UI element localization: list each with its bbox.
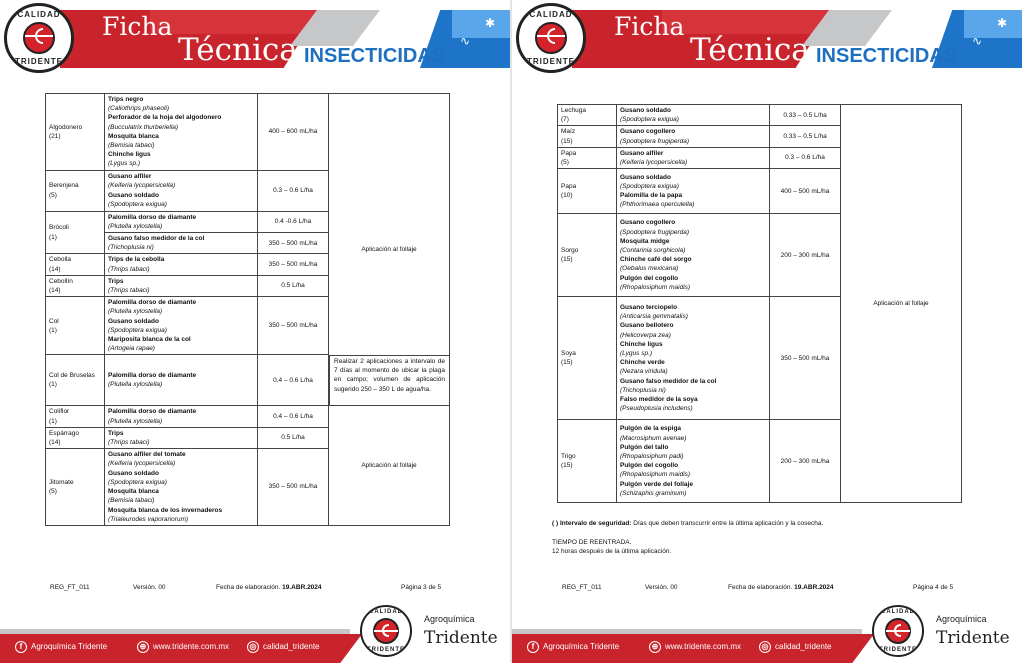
safety-interval: (15) [561, 137, 573, 145]
website-link[interactable] [137, 641, 229, 653]
pest-scientific: (Nezara viridula) [620, 368, 668, 376]
pest-scientific: (Contarinia sorghicola) [620, 247, 686, 255]
pest-name: Chinche ligus [108, 151, 151, 159]
safety-interval: (1) [49, 233, 57, 241]
reentry-text: 12 horas después de la última aplicación. [552, 548, 672, 555]
safety-interval: (5) [49, 488, 57, 496]
worm-icon: ∿ [460, 34, 471, 48]
category-title: INSECTICIDAS [304, 45, 446, 67]
crop-cell [46, 406, 105, 427]
table-row [46, 94, 450, 171]
pest-name: Gusano soldado [108, 317, 159, 325]
version-value: 00 [670, 584, 678, 591]
brand-line-1: Agroquímica [936, 614, 987, 624]
instagram-icon: ◎ [759, 641, 771, 653]
pest-scientific: (Caliothrips phaseoli) [108, 105, 170, 113]
page-number: Página 4 de 5 [913, 584, 954, 591]
pest-scientific: (Spodoptera frugiperda) [620, 137, 690, 145]
crop-cell [46, 254, 105, 275]
pest-cell [105, 297, 258, 355]
pest-scientific: (Thrips tabaci) [108, 439, 150, 447]
brand-line-2: Tridente [936, 628, 1010, 648]
pest-name: Palomilla dorso de diamante [108, 372, 197, 380]
title-tecnica: Técnica [178, 32, 298, 68]
date-value: 19.ABR.2024 [282, 584, 322, 591]
dose-cell: 200 – 300 mL/ha [770, 420, 841, 503]
dosage-table [45, 93, 450, 526]
crop-cell [558, 147, 617, 168]
title-tecnica: Técnica [690, 32, 810, 68]
crop-name: Papa [561, 183, 577, 191]
pest-scientific: (Plutella xylostella) [108, 417, 163, 425]
application-note: Realizar 2 aplicaciones a intervalo de 7 días al momento de ubicar la plaga en campo; volumen de aplicación sugerido 250 – 350 L de agua/ha. [329, 355, 450, 406]
pest-name: Palomilla dorso de diamante [108, 213, 197, 221]
version-label: Versión. [133, 584, 157, 591]
pest-name: Gusano cogollero [620, 128, 676, 136]
facebook-link[interactable] [527, 641, 619, 653]
pest-scientific: (Trialeurodes vaporariorum) [108, 515, 189, 523]
header-banner [512, 0, 1022, 80]
crop-name: Sorgo [561, 247, 579, 255]
pest-cell [617, 126, 770, 147]
calidad-tridente-seal [360, 605, 412, 657]
pest-scientific: (Keiferia lycopersicella) [108, 182, 176, 190]
title-ficha: Ficha [102, 12, 173, 41]
pest-name: Mariposita blanca de la col [108, 336, 191, 344]
pest-scientific: (Schizaphis graminum) [620, 489, 687, 497]
pest-cell [105, 254, 258, 275]
pest-scientific: (Phthorimaea operculella) [620, 201, 695, 209]
pest-scientific: (Spodoptera exigua) [108, 326, 167, 334]
pest-scientific: (Trichoplusia ni) [620, 386, 666, 394]
safety-interval: (10) [561, 192, 573, 200]
website-text: www.tridente.com.mx [153, 642, 230, 652]
title-ficha: Ficha [614, 12, 685, 41]
safety-interval: (14) [49, 287, 61, 295]
dose-cell: 400 – 500 mL/ha [770, 169, 841, 214]
pest-scientific: (Spodoptera exigua) [620, 183, 679, 191]
pest-name: Gusano falso medidor de la col [620, 377, 717, 385]
dose-cell: 350 – 500 mL/ha [258, 449, 329, 526]
pest-scientific: (Bemisia tabaci) [108, 142, 155, 150]
calidad-tridente-seal [4, 3, 74, 73]
dosage-table [557, 104, 962, 503]
pest-scientific: (Oebalus mexicana) [620, 265, 679, 273]
instagram-icon: ◎ [247, 641, 259, 653]
pest-scientific: (Trichoplusia ni) [108, 244, 154, 252]
pest-name: Mosquita midge [620, 237, 670, 245]
pest-cell [617, 420, 770, 503]
crop-cell [46, 449, 105, 526]
pest-name: Trips negro [108, 96, 144, 103]
crop-cell [46, 94, 105, 171]
crop-cell [46, 170, 105, 211]
crop-cell [46, 427, 105, 448]
pest-scientific: (Rhopalosiphum padi) [620, 453, 684, 461]
date-group [216, 584, 322, 591]
dose-cell: 0.5 L/ha [258, 275, 329, 296]
calidad-tridente-seal [516, 3, 586, 73]
pest-name: Gusano soldado [108, 191, 159, 199]
pest-name: Perforador de la hoja del algodonero [108, 114, 222, 122]
crop-name: Berenjena [49, 182, 79, 190]
safety-interval: (15) [561, 256, 573, 264]
pest-name: Palomilla de la papa [620, 192, 683, 200]
dose-cell: 350 – 500 mL/ha [258, 297, 329, 355]
crop-cell [558, 126, 617, 147]
pest-name: Trips [108, 277, 124, 285]
pest-scientific: (Rhopalosiphum maidis) [620, 283, 691, 291]
facebook-icon: f [527, 641, 539, 653]
pest-cell [105, 406, 258, 427]
crop-name: Brócoli [49, 224, 69, 232]
pest-name: Gusano alfiler [108, 173, 152, 181]
date-label: Fecha de elaboración. [216, 584, 281, 591]
version-label: Versión. [645, 584, 669, 591]
pest-cell [105, 355, 258, 406]
pest-name: Trips de la cebolla [108, 256, 165, 264]
crop-name: Papa [561, 149, 577, 157]
crop-cell [558, 420, 617, 503]
footer-meta [50, 584, 470, 594]
facebook-icon: f [15, 641, 27, 653]
dose-cell: 0.33 – 0.5 L/ha [770, 126, 841, 147]
pest-name: Pulgón verde del follaje [620, 480, 693, 488]
crop-name: Cebollín [49, 277, 73, 285]
pest-cell [105, 94, 258, 171]
pest-cell [105, 427, 258, 448]
crop-name: Maíz [561, 128, 576, 136]
safety-interval: (14) [49, 265, 61, 273]
doc-code: REG_FT_011 [50, 584, 90, 591]
footer-meta [562, 584, 982, 594]
pest-scientific: (Artogeia rapae) [108, 345, 155, 353]
crop-cell [558, 169, 617, 214]
page-3 [0, 0, 510, 663]
safety-interval: (21) [49, 132, 61, 140]
pest-scientific: (Plutella xylostella) [108, 222, 163, 230]
safety-interval: (7) [561, 116, 569, 124]
pest-name: Trips [108, 429, 124, 437]
reentry-title: TIEMPO DE REENTRADA. [552, 539, 632, 546]
facebook-text: Agroquímica Tridente [31, 642, 108, 652]
crop-cell [46, 355, 105, 406]
pest-name: Mosquita blanca [108, 132, 159, 140]
pest-name: Chinche café del sorgo [620, 256, 692, 264]
pest-scientific: (Lygus sp.) [108, 160, 141, 168]
pest-name: Pulgón del cogollo [620, 274, 679, 282]
instagram-text: calidad_tridente [775, 642, 832, 652]
crop-name: Lechuga [561, 107, 586, 114]
pest-scientific: (Bucculatrix thurberiella) [108, 123, 179, 131]
crop-cell [558, 214, 617, 297]
insect-icon: ✱ [485, 16, 496, 30]
application-cell: Aplicación al follaje [329, 94, 450, 406]
crop-name: Col de Bruselas [49, 372, 95, 380]
pest-scientific: (Spodoptera exigua) [108, 200, 167, 208]
crop-cell [558, 297, 617, 420]
crop-cell [46, 297, 105, 355]
pest-cell [105, 233, 258, 254]
crop-name: Espárrago [49, 429, 79, 437]
crop-cell [46, 275, 105, 296]
pest-cell [617, 214, 770, 297]
pest-name: Chinche verde [620, 359, 665, 367]
crop-name: Jitomate [49, 478, 74, 486]
application-cell: Aplicación al follaje [841, 105, 962, 503]
safety-interval: (5) [561, 159, 569, 167]
pest-scientific: (Keiferia lycopersicella) [108, 460, 176, 468]
version-group [645, 584, 678, 591]
crop-cell [558, 105, 617, 126]
pest-scientific: (Plutella xylostella) [108, 308, 163, 316]
application-cell: Aplicación al follaje [329, 406, 450, 525]
crop-name: Cebolla [49, 256, 72, 264]
pest-cell [105, 211, 258, 232]
pest-scientific: (Rhopalosiphum maidis) [620, 471, 691, 479]
globe-icon: ⊕ [137, 641, 149, 653]
pest-cell [617, 169, 770, 214]
pest-name: Gusano soldado [620, 173, 671, 181]
page-4 [512, 0, 1022, 663]
pest-name: Gusano soldado [108, 469, 159, 477]
crop-name: Coliflor [49, 408, 70, 416]
pest-name: Chinche ligus [620, 340, 663, 348]
header-banner [0, 0, 510, 80]
pest-name: Gusano bellotero [620, 322, 674, 330]
safety-interval: (5) [49, 191, 57, 199]
dose-cell: 0.4 -0.6 L/ha [258, 211, 329, 232]
instagram-link[interactable] [759, 641, 831, 653]
version-value: 00 [158, 584, 166, 591]
pest-name: Gusano falso medidor de la col [108, 235, 205, 243]
pest-scientific: (Spodoptera exigua) [620, 116, 679, 124]
pest-name: Palomilla dorso de diamante [108, 299, 197, 307]
pest-scientific: (Spodoptera frugiperda) [620, 228, 690, 236]
pest-name: Palomilla dorso de diamante [108, 408, 197, 416]
pest-name: Falso medidor de la soya [620, 396, 698, 404]
doc-code: REG_FT_011 [562, 584, 602, 591]
crop-name: Soya [561, 350, 576, 358]
safety-interval: (1) [49, 417, 57, 425]
pest-name: Gusano cogollero [620, 219, 676, 227]
safety-interval: (1) [49, 326, 57, 334]
instagram-text: calidad_tridente [263, 642, 320, 652]
seal-top-text: CALIDAD [881, 609, 915, 615]
dose-cell: 400 – 600 mL/ha [258, 94, 329, 171]
calidad-tridente-seal [872, 605, 924, 657]
pest-cell [617, 105, 770, 126]
dose-cell: 0.3 – 0.6 L/ha [258, 170, 329, 211]
pest-name: Pulgón del tallo [620, 443, 669, 451]
category-title: INSECTICIDAS [816, 45, 958, 67]
pest-scientific: (Keiferia lycopersicella) [620, 159, 688, 167]
safety-interval: (1) [49, 381, 57, 389]
date-label: Fecha de elaboración. [728, 584, 793, 591]
dose-cell: 350 – 500 mL/ha [258, 254, 329, 275]
facebook-text: Agroquímica Tridente [543, 642, 620, 652]
pest-name: Pulgón del cogollo [620, 462, 679, 470]
crop-name: Algodonero [49, 123, 83, 131]
pest-scientific: (Pseudoplusia includens) [620, 405, 693, 413]
table-row [46, 406, 450, 427]
version-group [133, 584, 166, 591]
dose-cell: 350 – 500 mL/ha [258, 233, 329, 254]
pest-name: Mosquita blanca de los invernaderos [108, 506, 223, 514]
dose-cell: 0.4 – 0.6 L/ha [258, 406, 329, 427]
pest-cell [105, 449, 258, 526]
page-number: Página 3 de 5 [401, 584, 442, 591]
date-value: 19.ABR.2024 [794, 584, 834, 591]
pest-name: Gusano alfiler del tomate [108, 451, 186, 459]
facebook-link[interactable] [15, 641, 107, 653]
pest-scientific: (Plutella xylostella) [108, 381, 163, 389]
trident-head-icon [894, 624, 901, 637]
pest-scientific: (Spodoptera exigua) [108, 478, 167, 486]
instagram-link[interactable] [247, 641, 319, 653]
brand-line-2: Tridente [424, 628, 498, 648]
crop-name: Col [49, 317, 59, 325]
safety-interval: (14) [49, 439, 61, 447]
pest-cell [617, 147, 770, 168]
pest-scientific: (Lygus sp.) [620, 350, 653, 358]
pest-name: Gusano soldado [620, 107, 671, 114]
seal-top-text: CALIDAD [369, 609, 403, 615]
seal-bottom-text: TRIDENTE [367, 647, 405, 653]
worm-icon: ∿ [972, 34, 983, 48]
pest-cell [105, 275, 258, 296]
pest-scientific: (Helicoverpa zea) [620, 331, 671, 339]
note-label: ( ) Intervalo de seguridad: [552, 520, 632, 527]
seal-top-text: CALIDAD [529, 10, 573, 19]
globe-icon: ⊕ [649, 641, 661, 653]
dose-cell: 0.4 – 0.6 L/ha [258, 355, 329, 406]
pest-name: Gusano terciopelo [620, 304, 678, 311]
brand-line-1: Agroquímica [424, 614, 475, 624]
pest-scientific: (Thrips tabaci) [108, 287, 150, 295]
seal-bottom-text: TRIDENTE [879, 647, 917, 653]
safety-interval-note [552, 519, 823, 528]
pest-scientific: (Macrosiphum avenae) [620, 434, 687, 442]
pest-name: Pulgón de la espiga [620, 425, 682, 433]
website-text: www.tridente.com.mx [665, 642, 742, 652]
insect-icon: ✱ [997, 16, 1008, 30]
crop-name: Trigo [561, 453, 576, 461]
pest-cell [617, 297, 770, 420]
pest-cell [105, 170, 258, 211]
pest-name: Gusano alfiler [620, 149, 664, 157]
note-text: Días que deben transcurrir entre la última aplicación y la cosecha. [633, 520, 824, 527]
safety-interval: (15) [561, 359, 573, 367]
date-group [728, 584, 834, 591]
seal-bottom-text: TRIDENTE [15, 57, 63, 66]
pest-name: Mosquita blanca [108, 488, 159, 496]
pest-scientific: (Thrips tabaci) [108, 265, 150, 273]
seal-bottom-text: TRIDENTE [527, 57, 575, 66]
website-link[interactable] [649, 641, 741, 653]
pest-scientific: (Anticarsia gemmatalis) [620, 313, 688, 321]
dose-cell: 0.3 – 0.6 L/ha [770, 147, 841, 168]
table-row [558, 105, 962, 126]
dose-cell: 0.5 L/ha [258, 427, 329, 448]
safety-interval: (15) [561, 462, 573, 470]
seal-top-text: CALIDAD [17, 10, 61, 19]
dose-cell: 350 – 500 mL/ha [770, 297, 841, 420]
pest-scientific: (Bemisia tabaci) [108, 497, 155, 505]
dose-cell: 200 – 300 mL/ha [770, 214, 841, 297]
dose-cell: 0.33 – 0.5 L/ha [770, 105, 841, 126]
crop-cell [46, 211, 105, 254]
trident-head-icon [382, 624, 389, 637]
